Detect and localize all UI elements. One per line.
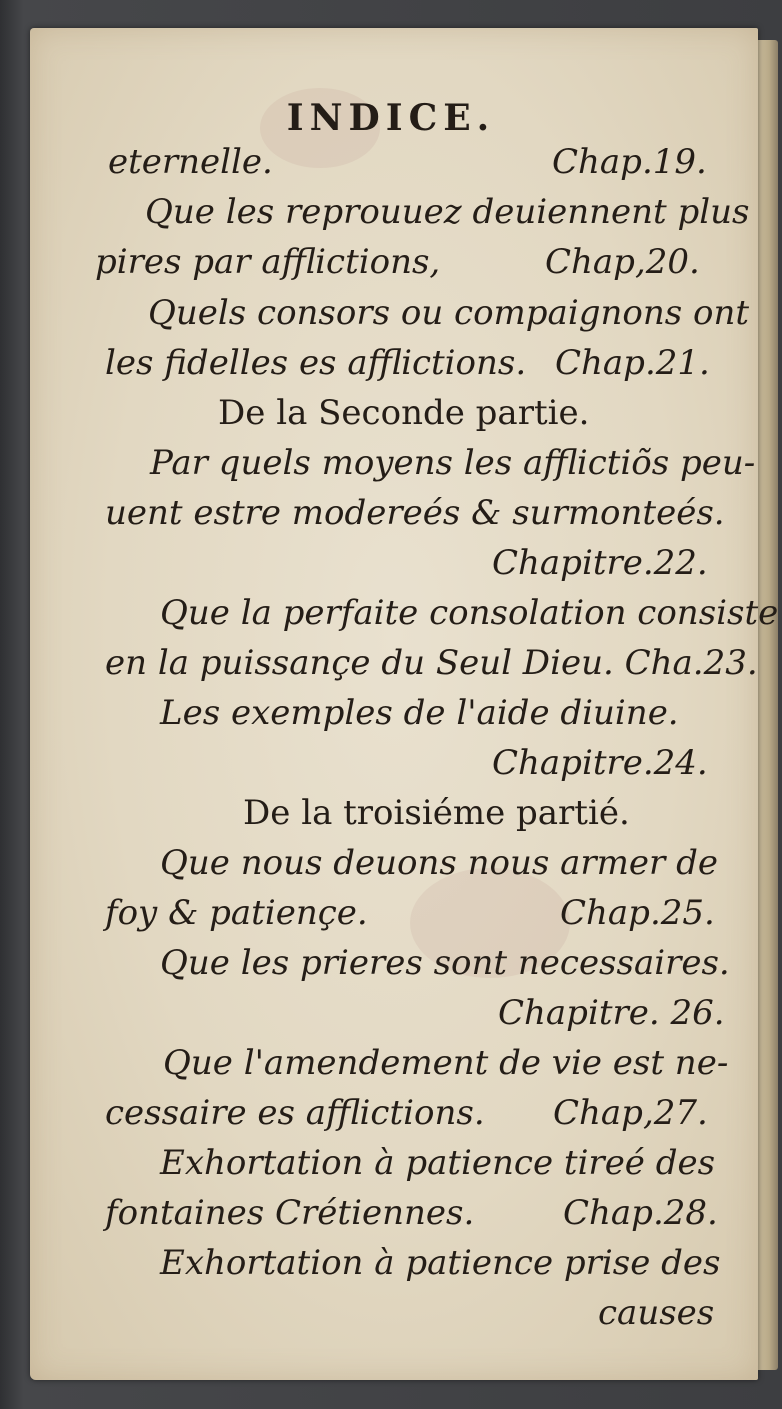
entry-text: Que les prieres sont necessaires. <box>160 943 730 983</box>
entry-text: Que l'amendement de vie est ne- <box>163 1043 729 1083</box>
entry-chapter: Chapitre.22. <box>492 543 708 583</box>
section-heading: De la troisiéme partié. <box>243 793 630 833</box>
entry-text: pires par afflictions, <box>95 242 441 282</box>
entry-text: Les exemples de l'aide diuine. <box>160 693 679 733</box>
entry-chapter: Chap,27. <box>553 1093 708 1133</box>
entry-chapter: Chap,20. <box>545 242 700 282</box>
entry-text: en la puissançe du Seul Dieu. Cha.23. <box>105 643 758 683</box>
entry-text: Que nous deuons nous armer de <box>160 843 718 883</box>
entry-text: Exhortation à patience tireé des <box>160 1143 716 1183</box>
entry-chapter: Chapitre. 26. <box>498 993 725 1033</box>
entry-chapter: Chap.25. <box>560 893 715 933</box>
running-header: INDICE. <box>286 97 496 139</box>
entry-text: uent estre modereés & surmonteés. <box>105 493 725 533</box>
entry-text: cessaire es afflictions. <box>105 1093 485 1133</box>
entry-text: les fidelles es afflictions. <box>105 343 527 383</box>
entry-chapter: Chap.19. <box>552 142 707 182</box>
entry-text: fontaines Crétiennes. <box>105 1193 475 1233</box>
entry-chapter: Chapitre.24. <box>492 743 708 783</box>
entry-text: Que les reprouuez deuiennent plus <box>145 192 750 232</box>
entry-text: Que la perfaite consolation consiste <box>160 593 779 633</box>
entry-text: Par quels moyens les afflictiõs peu- <box>150 443 756 483</box>
entry-chapter: Chap.28. <box>563 1193 718 1233</box>
entry-text: foy & patiençe. <box>105 893 368 933</box>
catchword: causes <box>598 1293 715 1333</box>
section-heading: De la Seconde partie. <box>218 393 590 433</box>
entry-text: Quels consors ou compaignons ont <box>148 293 750 333</box>
entry-chapter: Chap.21. <box>555 343 710 383</box>
entry-text: Exhortation à patience prise des <box>160 1243 721 1283</box>
entry-text: eternelle. <box>108 142 273 182</box>
